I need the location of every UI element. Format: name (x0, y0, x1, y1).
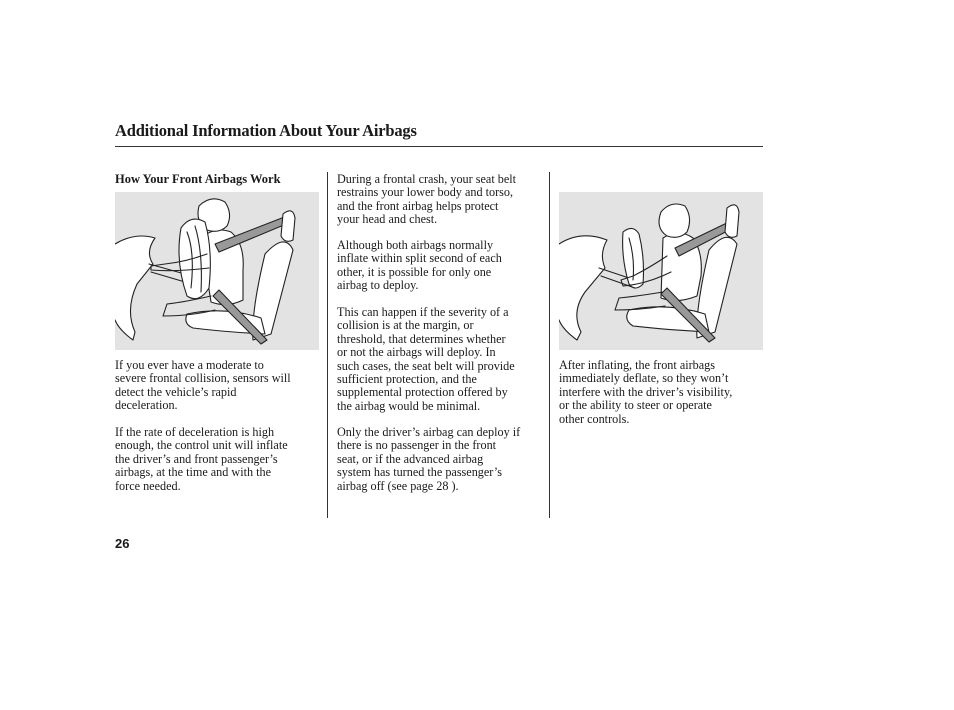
driver-airbag-deflated-illustration (559, 192, 763, 350)
paragraph-3-1: After inflating, the front airbags immediately deflate, so they won’t interfere with the driver’s visibility, or the ability to steer or operate other controls. (559, 358, 733, 426)
section-heading: How Your Front Airbags Work (115, 172, 281, 186)
page-title: Additional Information About Your Airbags (115, 121, 417, 140)
driver-airbag-deployed-illustration (115, 192, 319, 350)
paragraph-2-3: This can happen if the severity of a collision is at the margin, or threshold, that determines whether or not the airbags will deploy. In such cases, the seat belt will provide sufficient protection, and the supplemental protection offered by the airbag would be minimal. (337, 305, 515, 413)
column-divider-1 (327, 172, 328, 518)
paragraph-2-2: Although both airbags normally inflate within split second of each other, it is possible for only one airbag to deploy. (337, 238, 502, 293)
paragraph-2-4: Only the driver’s airbag can deploy if there is no passenger in the front seat, or if the advanced airbag system has turned the passenger’s airbag off (see page 28 ). (337, 425, 521, 493)
column-divider-2 (549, 172, 550, 518)
title-rule (115, 146, 763, 147)
paragraph-1-1: If you ever have a moderate to severe frontal collision, sensors will detect the vehicle’s rapid deceleration. (115, 358, 291, 413)
paragraph-1-2: If the rate of deceleration is high enough, the control unit will inflate the driver’s and front passenger’s airbags, at the time and with the force needed. (115, 425, 288, 493)
paragraph-2-1: During a frontal crash, your seat belt restrains your lower body and torso, and the front airbag helps protect your head and chest. (337, 172, 517, 227)
page-number: 26 (115, 536, 130, 551)
